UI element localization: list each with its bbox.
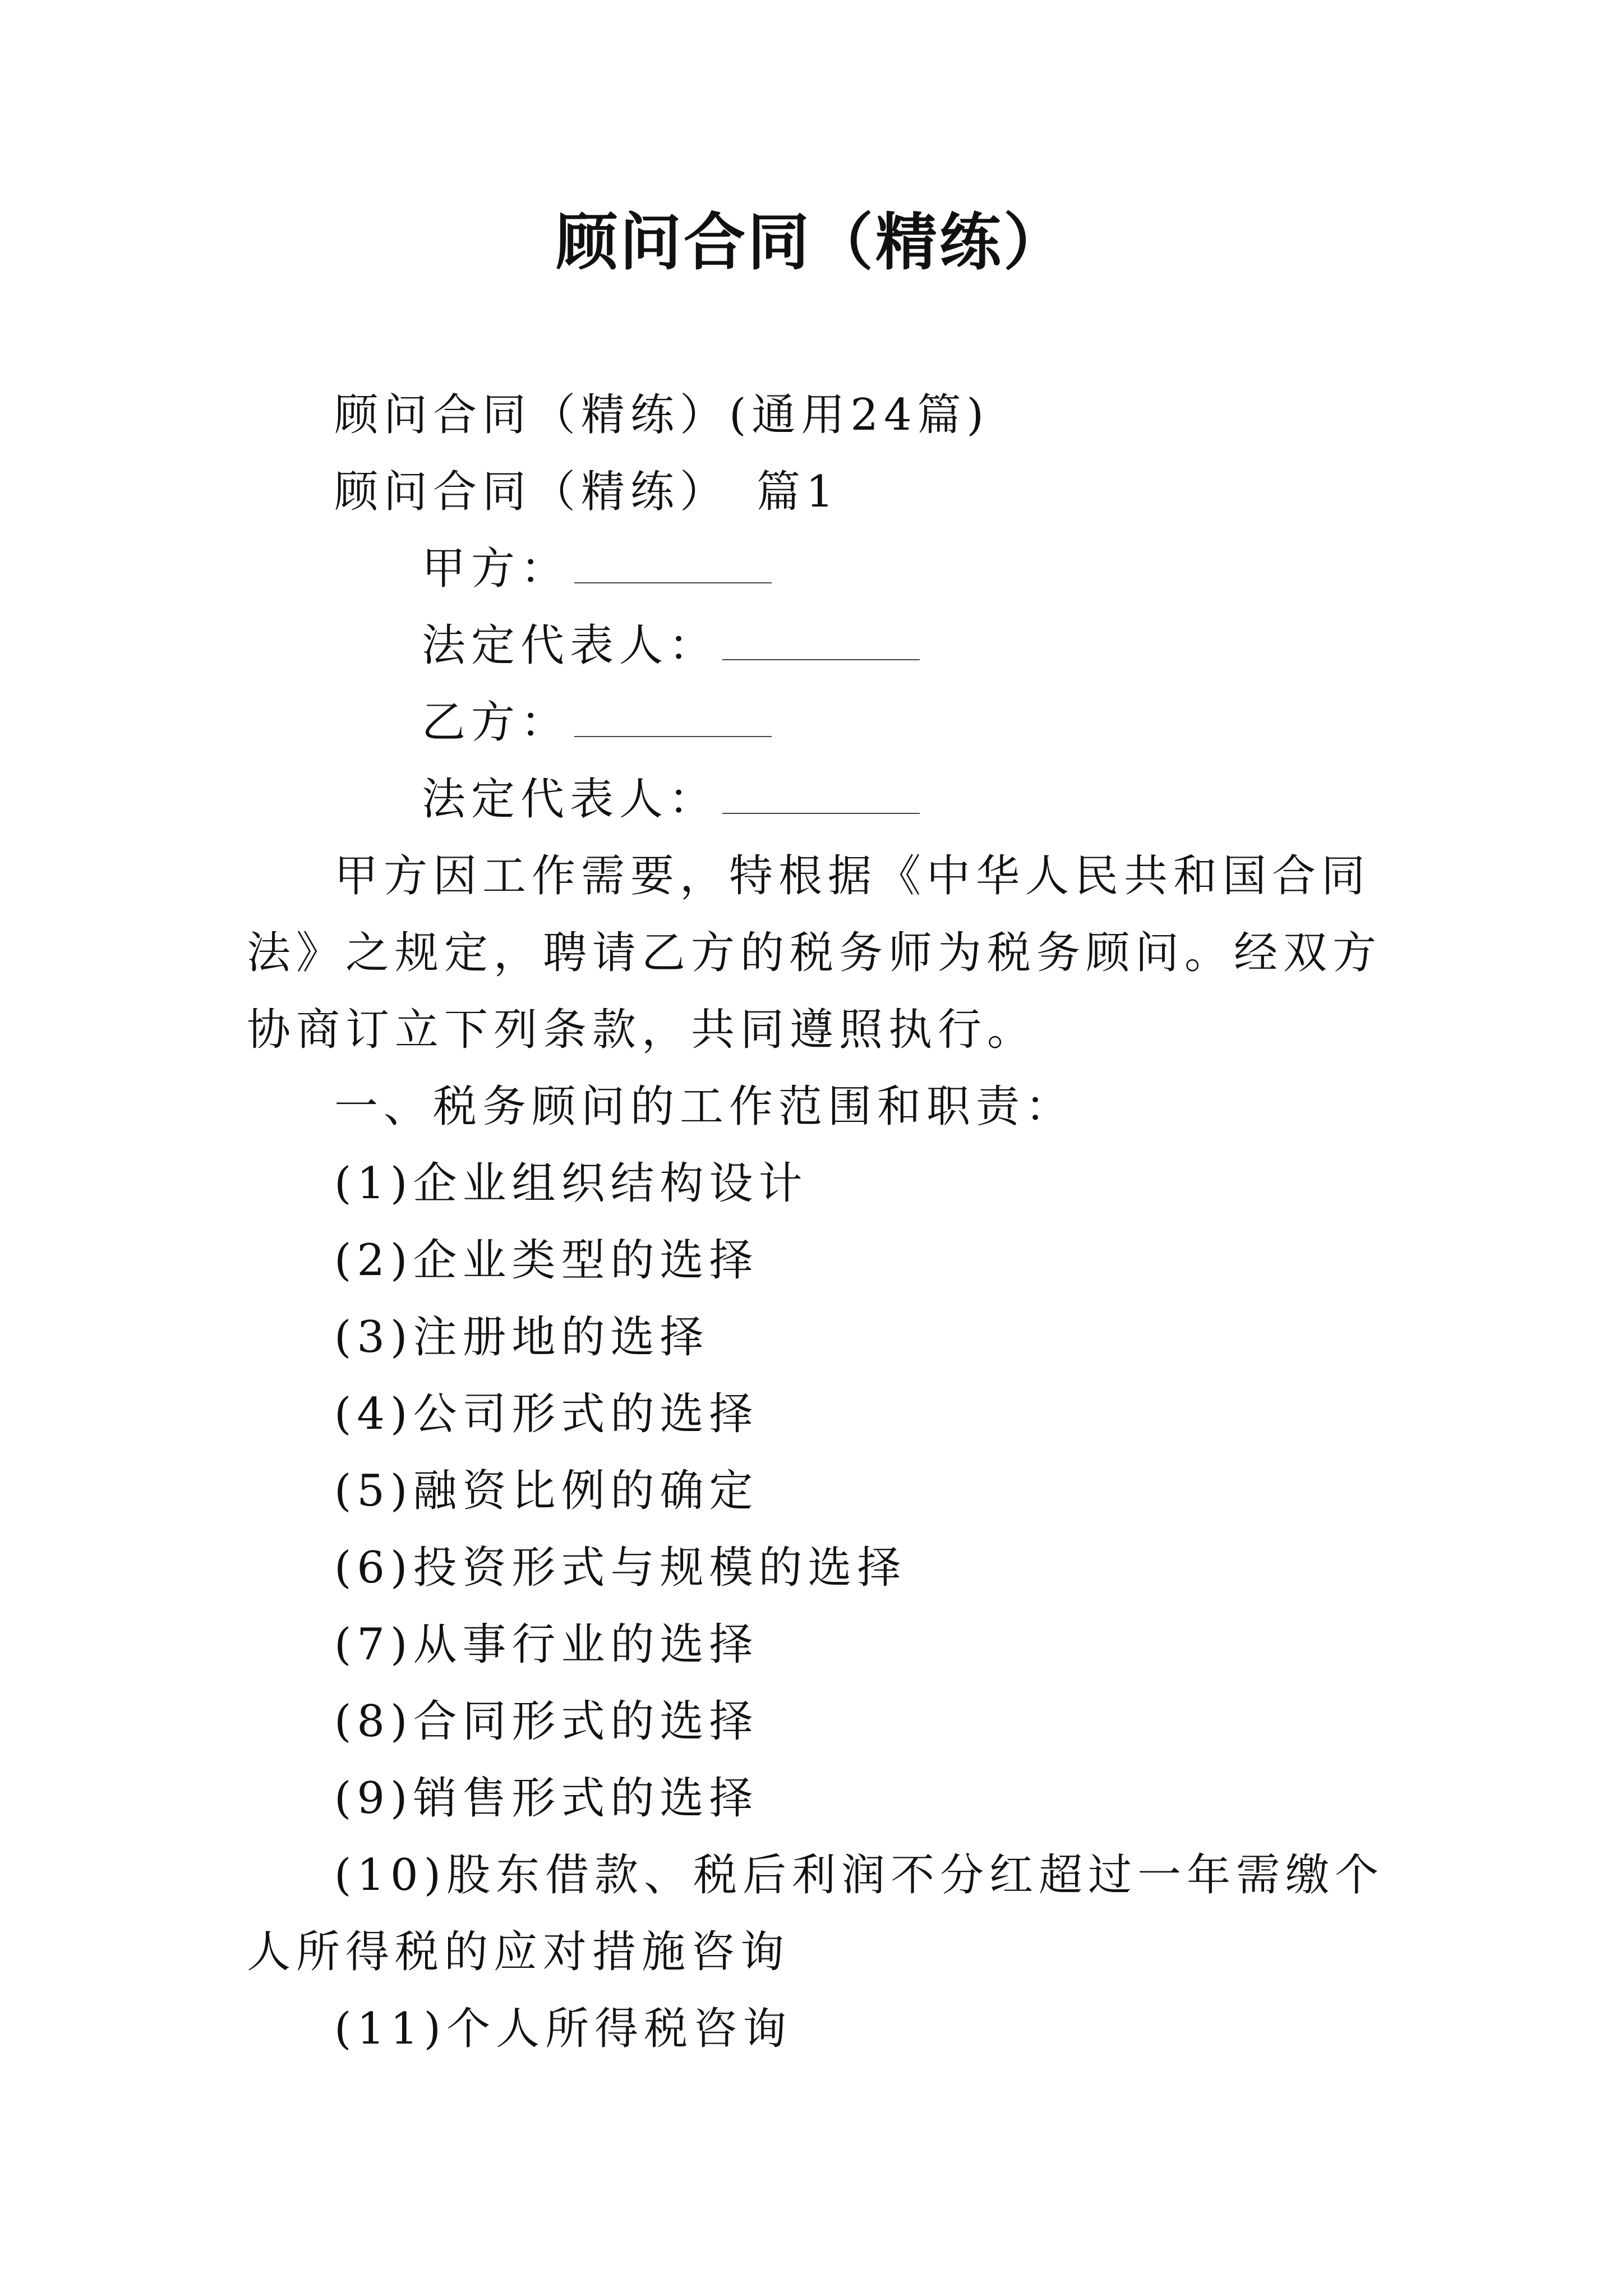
intro-paragraph: 甲方因工作需要，特根据《中华人民共和国合同法》之规定，聘请乙方的税务师为税务顾问。经双方协商订立下列条款，共同遵照执行。 [247,851,1382,1055]
list-item: (6)投资形式与规模的选择 [334,1543,907,1593]
document-title: 顾问合同（精练） [556,206,1067,278]
party-a-rep-blank [722,655,920,660]
party-a-line [247,531,1391,608]
list-item: (2)企业类型的选择 [334,1235,759,1286]
clause-heading: 一、税务顾问的工作范围和职责： [334,1082,1075,1132]
document-body [247,377,1391,2068]
party-b-rep-label: 法定代表人： [422,774,718,825]
section-heading: 顾问合同（精练） 篇1 [334,467,840,517]
list-item: (4)公司形式的选择 [334,1389,759,1439]
list-item: (8)合同形式的选择 [334,1696,759,1747]
list-item: (7)从事行业的选择 [334,1619,759,1670]
party-b-line [247,684,1391,761]
party-a-rep-label: 法定代表人： [422,620,718,671]
party-b-blank [574,731,772,737]
subtitle: 顾问合同（精练）(通用24篇) [334,390,990,440]
list-item: (1)企业组织结构设计 [334,1158,808,1209]
party-a-rep-line [247,608,1391,684]
party-b-label: 乙方： [422,697,570,748]
party-a-label: 甲方： [422,544,570,594]
list-item: (10)股东借款、税后利润不分红超过一年需缴个人所得税的应对措施咨询 [247,1850,1385,1977]
party-b-rep-blank [722,808,920,814]
list-item: (9)销售形式的选择 [334,1773,759,1824]
list-item: (5)融资比例的确定 [334,1466,759,1516]
list-item: (11)个人所得税咨询 [334,2004,792,2054]
party-b-rep-line [247,761,1391,838]
party-a-blank [574,578,772,583]
list-item: (3)注册地的选择 [334,1312,709,1363]
